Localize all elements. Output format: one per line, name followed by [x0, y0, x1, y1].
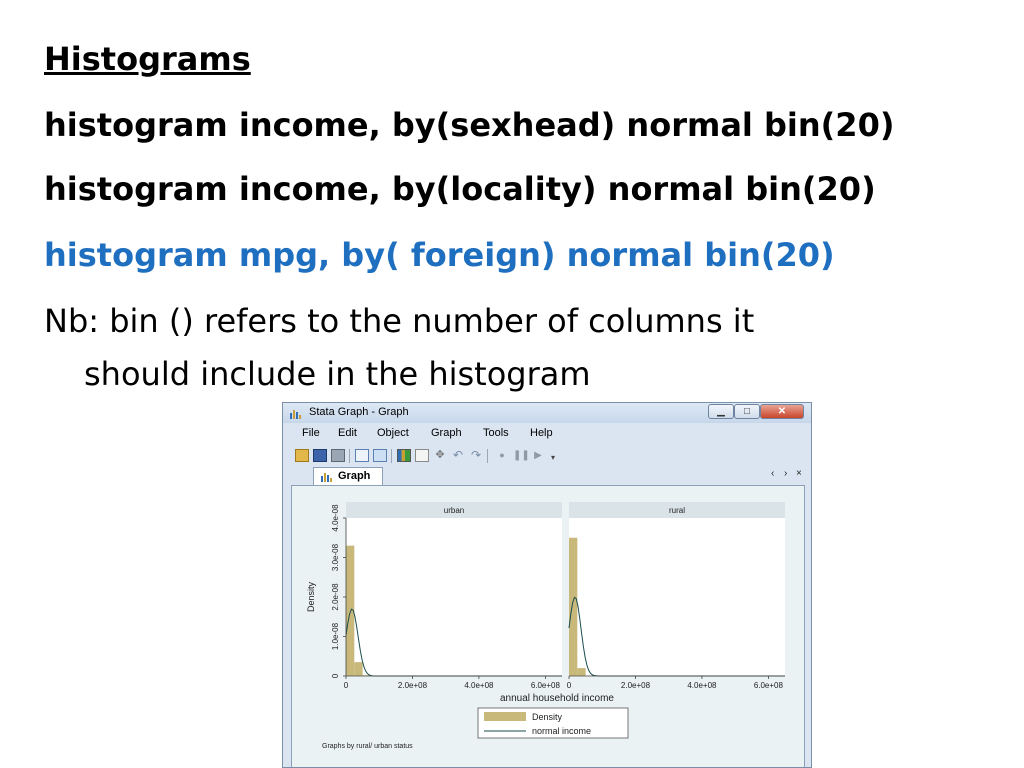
menu-object[interactable]: Object	[377, 427, 409, 439]
stata-graph-window	[282, 402, 812, 768]
menu-graph[interactable]: Graph	[431, 427, 462, 439]
toolbar	[291, 447, 627, 465]
copy-icon[interactable]	[355, 449, 369, 462]
x-axis-label: annual household income	[500, 693, 614, 704]
note-line-1: Nb: bin () refers to the number of columns it	[44, 302, 755, 340]
record-icon[interactable]: ●	[499, 450, 505, 460]
legend-swatch-density	[484, 712, 526, 721]
graph-note: Graphs by rural/ urban status	[322, 743, 413, 750]
y-axis-label: Density	[306, 581, 316, 613]
overflow-icon[interactable]: ▾	[550, 453, 555, 462]
redo-icon[interactable]: ↷	[470, 448, 482, 462]
legend-label-density: Density	[532, 712, 563, 722]
y-tick-label: 1.0e-08	[331, 622, 340, 651]
histogram-bar	[569, 538, 577, 676]
x-tick-label: 2.0e+08	[620, 681, 651, 690]
slide-title: Histograms	[44, 40, 251, 78]
plot-background	[346, 518, 562, 676]
menu-edit[interactable]: Edit	[338, 427, 357, 439]
command-line-1: histogram income, by(sexhead) normal bin(20)	[44, 106, 895, 144]
graph-area	[291, 485, 805, 768]
menu-tools[interactable]: Tools	[483, 427, 509, 439]
legend-label-normal: normal income	[532, 726, 592, 736]
x-tick-label: 0	[566, 681, 572, 690]
window-title: Stata Graph - Graph	[309, 406, 409, 418]
close-icon[interactable]: ✕	[760, 404, 804, 419]
command-line-3: histogram mpg, by( foreign) normal bin(20)	[44, 236, 835, 274]
y-tick-label: 0	[331, 673, 340, 679]
x-tick-label: 2.0e+08	[397, 681, 428, 690]
browse-icon[interactable]	[415, 449, 429, 462]
copy-graph-icon[interactable]	[373, 449, 387, 462]
play-icon[interactable]: ▶	[534, 450, 542, 461]
panel-label: urban	[443, 506, 465, 515]
window-titlebar[interactable]	[283, 403, 811, 423]
graph-tab-icon	[320, 472, 333, 482]
pointer-icon[interactable]: ✥	[435, 449, 445, 461]
tab-close-icon[interactable]: ×	[796, 468, 802, 479]
histogram-bar	[354, 662, 362, 676]
menu-help[interactable]: Help	[530, 427, 553, 439]
x-tick-label: 0	[343, 681, 349, 690]
y-tick-label: 4.0e-08	[331, 504, 340, 532]
x-tick-label: 6.0e+08	[753, 681, 783, 690]
print-icon[interactable]	[331, 449, 345, 462]
open-icon[interactable]	[295, 449, 309, 462]
save-icon[interactable]	[313, 449, 327, 462]
graph-editor-icon[interactable]	[397, 449, 411, 462]
plot-background	[569, 518, 785, 676]
note-line-2: should include in the histogram	[84, 355, 591, 393]
command-line-2: histogram income, by(locality) normal bin(20)	[44, 170, 876, 208]
menu-file[interactable]: File	[302, 427, 320, 439]
pause-icon[interactable]: ❚❚	[513, 450, 530, 461]
x-tick-label: 4.0e+08	[464, 681, 494, 690]
histogram-bar	[577, 668, 585, 676]
y-tick-label: 2.0e-08	[331, 583, 340, 611]
histogram-chart	[292, 486, 805, 768]
tab-scroll-right-icon[interactable]: ›	[784, 468, 788, 479]
x-tick-label: 4.0e+08	[687, 681, 717, 690]
tab-graph-label: Graph	[338, 470, 371, 482]
panel-label: rural	[668, 506, 686, 515]
y-tick-label: 3.0e-08	[331, 543, 340, 572]
maximize-icon[interactable]: □	[734, 404, 760, 419]
tab-strip	[291, 467, 805, 486]
undo-icon[interactable]: ↶	[452, 448, 464, 462]
x-tick-label: 6.0e+08	[530, 681, 560, 690]
stata-graph-icon	[289, 408, 303, 419]
tab-graph[interactable]	[313, 467, 383, 485]
minimize-icon[interactable]: ▁	[708, 404, 734, 419]
tab-scroll-left-icon[interactable]: ‹	[771, 468, 775, 479]
